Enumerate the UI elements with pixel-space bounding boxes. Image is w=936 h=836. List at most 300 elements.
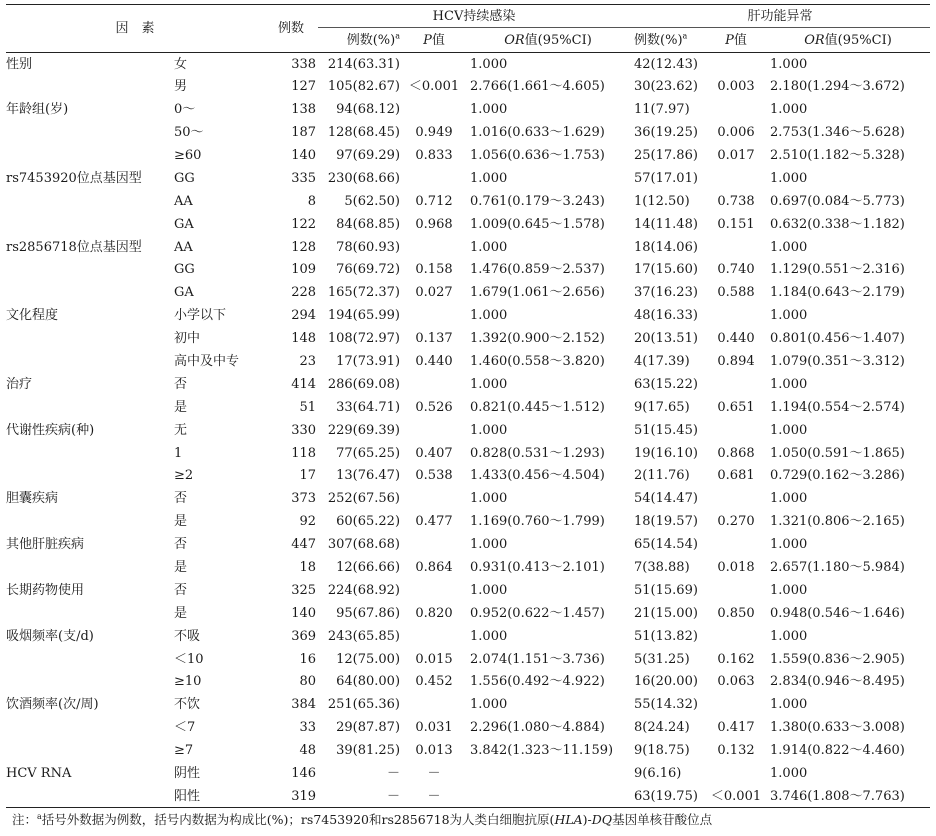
cell-liver-p: ＜0.001 — [706, 785, 766, 808]
cell-hcv-or: 2.074(1.151～3.736) — [470, 651, 605, 667]
cell-liver-cases: 25(17.86) — [634, 148, 698, 163]
table-row — [6, 442, 930, 465]
cell-level: 否 — [174, 582, 188, 598]
cell-level: 男 — [174, 79, 188, 95]
cell-cases: 33 — [299, 720, 317, 736]
cell-cases: 118 — [291, 445, 317, 461]
cell-hcv-cases: 229(69.39) — [327, 422, 401, 438]
cell-level: AA — [174, 193, 193, 209]
cell-hcv-p: 0.864 — [415, 560, 453, 576]
cell-factor: 饮酒频率(次/周) — [6, 697, 99, 713]
cell-level: ≥7 — [174, 743, 194, 759]
cell-hcv-cases: 5(62.50) — [344, 193, 401, 209]
cell-factor — [6, 213, 174, 236]
table-row — [6, 53, 930, 76]
cell-hcv-or: 1.000 — [470, 102, 508, 118]
cell-level: ≥10 — [174, 674, 202, 690]
cell-liver-or: 1.184(0.643～2.179) — [770, 285, 905, 301]
table-row — [6, 396, 930, 419]
cell-hcv-p — [402, 487, 466, 510]
cell-liver-cases: 9(6.16) — [634, 766, 682, 782]
cell-factor — [6, 190, 174, 213]
cell-factor: 文化程度 — [6, 308, 59, 324]
cell-hcv-or: 1.056(0.636～1.753) — [470, 148, 605, 163]
cell-cases: 80 — [299, 674, 317, 690]
cell-hcv-or: 1.000 — [470, 239, 508, 255]
cell-hcv-cases: 243(65.85) — [327, 628, 401, 644]
cell-hcv-or — [466, 785, 630, 808]
cell-liver-or: 0.697(0.084～5.773) — [770, 193, 905, 209]
cell-liver-cases: 8(24.24) — [634, 720, 690, 736]
cell-hcv-p — [402, 53, 466, 76]
cell-liver-p: 0.270 — [717, 514, 755, 530]
table-row — [6, 465, 930, 488]
cell-liver-or: 1.000 — [770, 308, 808, 324]
cell-liver-cases: 9(18.75) — [634, 743, 690, 759]
cell-cases: 140 — [291, 148, 317, 163]
table-body — [6, 53, 930, 808]
cell-factor — [6, 75, 174, 98]
cell-liver-or: 2.834(0.946～8.495) — [770, 674, 905, 690]
cell-level: 0～ — [174, 102, 196, 118]
cell-factor: 其他肝脏疾病 — [6, 537, 85, 553]
table-row — [6, 556, 930, 579]
cell-cases: 319 — [264, 785, 318, 808]
cell-hcv-p: 0.137 — [415, 331, 453, 347]
cell-liver-cases: 37(16.23) — [634, 285, 698, 301]
cell-hcv-p: 0.013 — [415, 743, 453, 759]
cell-hcv-cases: 17(73.91) — [336, 354, 401, 370]
cell-hcv-cases: 33(64.71) — [336, 399, 401, 415]
cell-liver-p — [706, 693, 766, 716]
header-hcv-persistent: HCV持续感染 — [318, 5, 630, 28]
cell-liver-or: 2.753(1.346～5.628) — [770, 125, 905, 141]
cell-hcv-p — [402, 167, 466, 190]
cell-liver-p: 0.017 — [717, 148, 755, 163]
cell-hcv-cases: 78(60.93) — [336, 239, 401, 255]
cell-liver-cases: 51(13.82) — [634, 628, 698, 644]
cell-level: 无 — [174, 422, 188, 438]
cell-liver-cases: 11(7.97) — [634, 102, 690, 118]
sub-header-p-1: P值 — [402, 28, 466, 53]
cell-hcv-cases: 165(72.37) — [327, 285, 401, 301]
cell-liver-or: 1.380(0.633～3.008) — [770, 720, 905, 736]
cell-liver-cases: 18(14.06) — [634, 239, 698, 255]
cell-liver-p — [706, 487, 766, 510]
cell-liver-or: 1.321(0.806～2.165) — [770, 514, 905, 530]
cell-hcv-cases: 230(68.66) — [327, 170, 401, 186]
cell-liver-or: 1.000 — [770, 102, 808, 118]
cell-hcv-or: 0.761(0.179～3.243) — [470, 193, 605, 209]
cell-hcv-p: － — [402, 785, 466, 808]
cell-liver-or: 0.948(0.546～1.646) — [770, 605, 905, 621]
cell-level: 是 — [174, 399, 188, 415]
cell-liver-cases: 4(17.39) — [634, 354, 690, 370]
table-row — [6, 785, 930, 808]
cell-level: 不吸 — [174, 628, 201, 644]
cell-hcv-p — [402, 236, 466, 259]
table-row — [6, 510, 930, 533]
cell-level: 否 — [174, 491, 188, 507]
cell-hcv-p: 0.949 — [415, 125, 453, 141]
cell-factor — [6, 671, 174, 694]
cell-hcv-cases: 128(68.45) — [327, 125, 401, 141]
cell-factor — [6, 739, 174, 762]
cell-liver-cases: 63(19.75) — [630, 785, 706, 808]
cell-liver-cases: 16(20.00) — [634, 674, 698, 690]
cell-cases: 109 — [291, 262, 317, 278]
cell-level: 是 — [174, 560, 188, 576]
cell-level: ≥2 — [174, 468, 194, 484]
table-row — [6, 487, 930, 510]
cell-hcv-or: 1.169(0.760～1.799) — [470, 514, 605, 530]
cell-level: 阳性 — [174, 785, 264, 808]
table-row — [6, 671, 930, 694]
cell-factor: rs2856718位点基因型 — [6, 239, 142, 255]
cell-hcv-or: 1.000 — [470, 376, 508, 392]
cell-factor — [6, 556, 174, 579]
cell-hcv-cases: 29(87.87) — [336, 720, 401, 736]
cell-cases: 325 — [291, 582, 317, 598]
cell-hcv-p: 0.968 — [415, 216, 453, 232]
cell-hcv-cases: 12(75.00) — [336, 651, 401, 667]
cell-factor — [6, 785, 174, 808]
cell-hcv-cases: 214(63.31) — [327, 56, 401, 72]
cell-liver-p: 0.417 — [717, 720, 755, 736]
cell-hcv-cases: 97(69.29) — [336, 148, 401, 163]
cell-liver-cases: 18(19.57) — [634, 514, 698, 530]
cell-liver-p — [706, 533, 766, 556]
cell-hcv-or: 1.000 — [470, 537, 508, 553]
cell-hcv-p: 0.833 — [415, 148, 453, 163]
cell-hcv-p — [402, 98, 466, 121]
cell-cases: 23 — [299, 354, 317, 370]
cell-cases: 48 — [299, 743, 317, 759]
cell-hcv-or: 1.009(0.645～1.578) — [470, 216, 605, 232]
cell-liver-or: 3.746(1.808～7.763) — [766, 785, 930, 808]
cell-hcv-or: 0.952(0.622～1.457) — [470, 605, 605, 621]
cell-cases: 148 — [291, 331, 317, 347]
cell-hcv-p: 0.158 — [415, 262, 453, 278]
cell-liver-cases: 21(15.00) — [634, 605, 698, 621]
cell-liver-p: 0.894 — [717, 354, 755, 370]
cell-hcv-p — [402, 533, 466, 556]
cell-factor: 年龄组(岁) — [6, 102, 69, 118]
cell-liver-p — [706, 625, 766, 648]
sub-header-cases-1: 例数(%)$^a$ — [318, 28, 402, 53]
cell-hcv-or: 0.931(0.413～2.101) — [470, 560, 605, 576]
table-row — [6, 75, 930, 98]
table-row — [6, 716, 930, 739]
cell-level: 高中及中专 — [174, 354, 240, 370]
table-row — [6, 762, 930, 785]
cell-hcv-p: 0.477 — [415, 514, 453, 530]
cell-hcv-cases: － — [387, 766, 401, 782]
cell-liver-cases: 57(17.01) — [634, 170, 698, 186]
cell-cases: 140 — [291, 605, 317, 621]
table-row — [6, 693, 930, 716]
cell-hcv-or: 1.000 — [470, 697, 508, 713]
cell-hcv-p: 0.015 — [415, 651, 453, 667]
cell-factor — [6, 442, 174, 465]
cell-hcv-cases: 95(67.86) — [336, 605, 401, 621]
cell-liver-p: 0.588 — [717, 285, 755, 301]
cell-factor — [6, 716, 174, 739]
cell-hcv-p: 0.820 — [415, 605, 453, 621]
table-row — [6, 167, 930, 190]
cell-cases: 369 — [291, 628, 317, 644]
cell-factor: 长期药物使用 — [6, 582, 85, 598]
cell-liver-or: 0.801(0.456～1.407) — [770, 331, 905, 347]
cell-hcv-or: 1.000 — [470, 56, 508, 72]
table-row — [6, 121, 930, 144]
cell-cases: 146 — [291, 766, 317, 782]
cell-liver-cases: 63(15.22) — [634, 376, 698, 392]
cell-liver-or: 2.657(1.180～5.984) — [770, 560, 905, 576]
cell-liver-cases: 51(15.45) — [634, 422, 698, 438]
cell-liver-cases: 48(16.33) — [634, 308, 698, 324]
cell-hcv-or: 1.392(0.900～2.152) — [470, 331, 605, 347]
cell-hcv-cases: 194(65.99) — [327, 308, 401, 324]
table-row — [6, 648, 930, 671]
cell-liver-cases: 5(31.25) — [634, 651, 690, 667]
cell-hcv-or: 0.821(0.445～1.512) — [470, 399, 605, 415]
cell-hcv-cases: 12(66.66) — [336, 560, 401, 576]
cell-liver-or: 1.000 — [770, 170, 808, 186]
header-liver-abnormal: 肝功能异常 — [630, 5, 930, 28]
cell-cases: 335 — [291, 170, 317, 186]
results-table — [6, 4, 930, 808]
cell-factor: 吸烟频率(支/d) — [6, 628, 94, 644]
cell-level: 否 — [174, 376, 188, 392]
cell-cases: 128 — [291, 239, 317, 255]
cell-hcv-p: 0.452 — [415, 674, 453, 690]
cell-liver-or: 1.194(0.554～2.574) — [770, 399, 905, 415]
cell-liver-p: 0.151 — [717, 216, 755, 232]
cell-cases: 92 — [299, 514, 317, 530]
cell-hcv-or: 1.016(0.633～1.629) — [470, 125, 605, 141]
cell-factor — [6, 121, 174, 144]
cell-hcv-cases: 60(65.22) — [336, 514, 401, 530]
cell-hcv-or: 1.679(1.061～2.656) — [470, 285, 605, 301]
cell-liver-p — [706, 53, 766, 76]
cell-liver-p — [706, 373, 766, 396]
cell-liver-cases: 30(23.62) — [634, 79, 698, 95]
cell-liver-or: 1.000 — [770, 376, 808, 392]
cell-hcv-p — [402, 304, 466, 327]
cell-hcv-p — [402, 625, 466, 648]
sub-header-cases-2: 例数(%)$^a$ — [630, 28, 706, 53]
cell-liver-p — [706, 167, 766, 190]
cell-liver-p — [706, 579, 766, 602]
cell-liver-or: 1.000 — [770, 582, 808, 598]
cell-liver-p: 0.006 — [717, 125, 755, 141]
cell-hcv-p — [402, 579, 466, 602]
cell-liver-cases: 7(38.88) — [634, 560, 690, 576]
cell-hcv-or: 1.000 — [470, 422, 508, 438]
cell-cases: 330 — [291, 422, 317, 438]
cell-hcv-cases: 94(68.12) — [336, 102, 401, 118]
cell-level: 阴性 — [174, 766, 201, 782]
cell-hcv-cases: 64(80.00) — [336, 674, 401, 690]
cell-level: ≥60 — [174, 148, 202, 163]
cell-cases: 18 — [299, 560, 317, 576]
cell-hcv-or: 1.000 — [470, 628, 508, 644]
cell-cases: 16 — [299, 651, 317, 667]
cell-liver-cases: 9(17.65) — [634, 399, 690, 415]
cell-hcv-cases: 224(68.92) — [327, 582, 401, 598]
cell-hcv-p: 0.712 — [415, 193, 453, 209]
cell-hcv-p: 0.407 — [415, 445, 453, 461]
cell-hcv-p: 0.440 — [415, 354, 453, 370]
cell-cases: 122 — [291, 216, 317, 232]
sub-header-or-1: OR值(95%CI) — [466, 28, 630, 53]
cell-liver-or: 1.000 — [770, 697, 808, 713]
cell-cases: 228 — [291, 285, 317, 301]
table-row — [6, 327, 930, 350]
cell-hcv-or: 1.000 — [470, 170, 508, 186]
cell-factor — [6, 281, 174, 304]
cell-hcv-cases: 108(72.97) — [327, 331, 401, 347]
cell-level: 1 — [174, 445, 183, 461]
cell-cases: 127 — [291, 79, 317, 95]
cell-liver-or: 1.079(0.351～3.312) — [770, 354, 905, 370]
cell-cases: 338 — [291, 56, 317, 72]
cell-hcv-or: 0.828(0.531～1.293) — [470, 445, 605, 461]
cell-level: 是 — [174, 514, 188, 530]
cell-liver-p — [706, 236, 766, 259]
table-footnote: 注：$^a$括号外数据为例数，括号内数据为构成比(%)；rs7453920和rs2856718为人类白细胞抗原(HLA)-DQ基因单核苷酸位点 — [12, 811, 713, 827]
cell-level: 50～ — [174, 125, 204, 141]
cell-liver-cases: 42(12.43) — [634, 56, 698, 72]
cell-liver-p: 0.651 — [717, 399, 755, 415]
cell-cases: 294 — [291, 308, 317, 324]
cell-hcv-or: 1.000 — [470, 308, 508, 324]
cell-factor: 治疗 — [6, 376, 33, 392]
table-row — [6, 579, 930, 602]
cell-factor: rs7453920位点基因型 — [6, 170, 142, 186]
table-row — [6, 304, 930, 327]
cell-factor — [6, 602, 174, 625]
cell-liver-p — [706, 762, 766, 785]
header-factor: 因 素 — [6, 5, 264, 53]
cell-hcv-p — [402, 693, 466, 716]
cell-liver-cases: 54(14.47) — [634, 491, 698, 507]
cell-liver-cases: 2(11.76) — [634, 468, 690, 484]
cell-liver-or: 2.180(1.294～3.672) — [770, 79, 905, 95]
cell-level: 女 — [174, 56, 188, 72]
cell-hcv-or: 1.433(0.456～4.504) — [470, 468, 605, 484]
table-row — [6, 739, 930, 762]
cell-liver-or: 0.729(0.162～3.286) — [770, 468, 905, 484]
cell-level: 初中 — [174, 331, 201, 347]
cell-cases: 447 — [291, 537, 317, 553]
cell-liver-or: 1.000 — [770, 628, 808, 644]
cell-factor — [6, 259, 174, 282]
cell-level: AA — [174, 239, 193, 255]
cell-hcv-cases: 252(67.56) — [327, 491, 401, 507]
cell-liver-p — [706, 304, 766, 327]
cell-liver-p: 0.850 — [717, 605, 755, 621]
cell-hcv-cases: 13(76.47) — [336, 468, 401, 484]
cell-hcv-p: 0.526 — [415, 399, 453, 415]
cell-liver-p: 0.738 — [717, 193, 755, 209]
table-row — [6, 190, 930, 213]
sub-header-or-2: OR值(95%CI) — [766, 28, 930, 53]
cell-factor — [6, 510, 174, 533]
cell-liver-cases: 55(14.32) — [634, 697, 698, 713]
cell-hcv-cases: － — [318, 785, 402, 808]
cell-factor — [6, 327, 174, 350]
cell-liver-or: 1.914(0.822～4.460) — [770, 743, 905, 759]
cell-factor — [6, 465, 174, 488]
cell-cases: 187 — [291, 125, 317, 141]
cell-level: 是 — [174, 605, 188, 621]
cell-hcv-cases: 307(68.68) — [327, 537, 401, 553]
cell-hcv-or: 1.556(0.492～4.922) — [470, 674, 605, 690]
cell-liver-p: 0.440 — [717, 331, 755, 347]
table-row — [6, 533, 930, 556]
cell-liver-or: 1.000 — [770, 239, 808, 255]
cell-level: GA — [174, 216, 194, 232]
cell-factor — [6, 350, 174, 373]
cell-liver-or: 0.632(0.338～1.182) — [770, 216, 905, 232]
cell-hcv-cases: 84(68.85) — [336, 216, 401, 232]
cell-cases: 414 — [291, 376, 317, 392]
cell-liver-p: 0.681 — [717, 468, 755, 484]
table-row — [6, 625, 930, 648]
cell-hcv-cases: 76(69.72) — [336, 262, 401, 278]
cell-hcv-p: 0.027 — [415, 285, 453, 301]
cell-liver-cases: 14(11.48) — [634, 216, 698, 232]
cell-cases: 51 — [299, 399, 317, 415]
cell-liver-or: 1.000 — [770, 491, 808, 507]
cell-liver-cases: 20(13.51) — [634, 331, 698, 347]
cell-factor: 胆囊疾病 — [6, 491, 59, 507]
header-cases: 例数 — [264, 5, 318, 53]
cell-liver-p: 0.003 — [717, 79, 755, 95]
cell-level: GG — [174, 170, 195, 186]
cell-factor — [6, 144, 174, 167]
cell-hcv-cases: 286(69.08) — [327, 376, 401, 392]
table-row — [6, 602, 930, 625]
cell-cases: 373 — [291, 491, 317, 507]
cell-hcv-or: 2.296(1.080～4.884) — [470, 720, 605, 736]
cell-liver-p: 0.162 — [717, 651, 755, 667]
cell-liver-cases: 65(14.54) — [634, 537, 698, 553]
table-row — [6, 236, 930, 259]
cell-hcv-p: － — [427, 766, 441, 782]
cell-level: GA — [174, 285, 194, 301]
table-row — [6, 350, 930, 373]
cell-liver-or: 1.050(0.591～1.865) — [770, 445, 905, 461]
cell-liver-p: 0.868 — [717, 445, 755, 461]
cell-liver-p: 0.132 — [717, 743, 755, 759]
cell-hcv-or: 1.460(0.558～3.820) — [470, 354, 605, 370]
cell-liver-or: 2.510(1.182～5.328) — [770, 148, 905, 163]
table-row — [6, 213, 930, 236]
cell-hcv-p: 0.538 — [415, 468, 453, 484]
cell-hcv-cases: 39(81.25) — [336, 743, 401, 759]
cell-level: 小学以下 — [174, 308, 227, 324]
cell-level: 否 — [174, 537, 188, 553]
cell-hcv-or: 1.000 — [470, 491, 508, 507]
cell-liver-cases: 19(16.10) — [634, 445, 698, 461]
cell-liver-or: 1.000 — [770, 766, 808, 782]
cell-level: GG — [174, 262, 195, 278]
cell-liver-cases: 51(15.69) — [634, 582, 698, 598]
cell-hcv-p: 0.031 — [415, 720, 453, 736]
